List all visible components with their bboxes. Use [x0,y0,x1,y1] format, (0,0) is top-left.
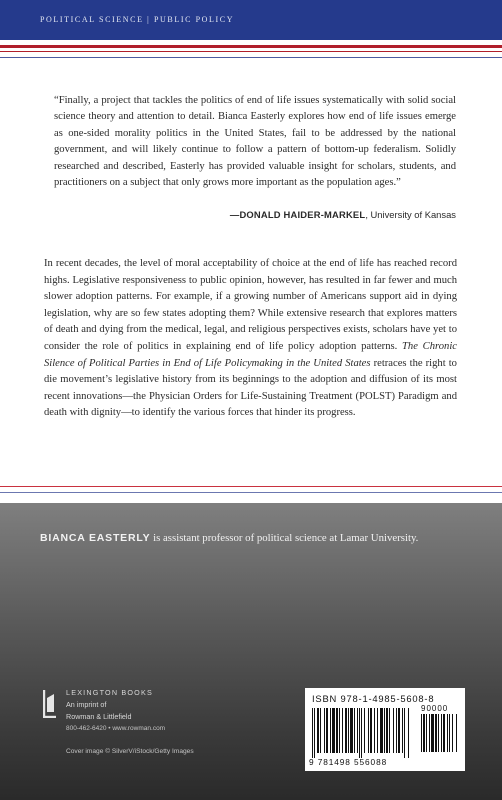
subject-category: POLITICAL SCIENCE | PUBLIC POLICY [40,15,235,24]
description-part-1: In recent decades, the level of moral acceptability of choice at the end of life has reached record highs. Legislative responsiveness to public opinion, however, has resulted in far fewer and much slower adoption patterns. For example, if a growing number of Americans support aid in dying legislation, why are so few states adopting them? While extensive research that explores matters of death and dying from the medical, legal, and religious perspectives exists, scholars have yet to consider the role of politics in explaining end of life policy adoption patterns. [44,258,457,352]
endorsement-attribution [54,209,456,220]
endorsement-quote: “Finally, a project that tackles the politics of end of life issues systematically with solid social science theory and attention to detail. Bianca Easterly explores how end of life issues emerge as one-sided morality politics in the United States, fail to be addressed by the national government, and will likely continue to follow a pattern of bottom-up federalism. Solidly researched and described, Easterly has provided valuable insight for scholars, students, and practitioners on a subject that only grows more important as the population ages.” [54,95,456,189]
endorser-name: —DONALD HAIDER-MARKEL [229,209,366,220]
isbn-label: ISBN 978-1-4985-5608-8 [312,693,435,704]
publisher-logo-icon [42,690,58,718]
author-bio-text: is assistant professor of political science at Lamar University. [150,532,419,544]
publisher-line-2: Rowman & Littlefield [66,712,132,721]
cover-credit: Cover image © SilverV/iStock/Getty Images [66,748,194,755]
author-bio [40,532,480,544]
publisher-name: LEXINGTON BOOKS [66,688,153,697]
book-title: The Chronic Silence of Political Parties in End of Life Policymaking in the United States [44,340,458,369]
ean-barcode-bars [312,708,416,758]
barcode [305,688,465,771]
ean-digits: 9 781498 556088 [309,757,388,767]
publisher-contact: 800-462-6420 • www.rowman.com [66,725,166,732]
publisher-info [66,687,165,735]
price-code: 90000 [421,704,449,713]
addon-barcode-bars [421,714,459,757]
description-part-2: retraces the right to die movement’s legislative history from its beginnings to the adoption and diffusion of its most recent innovations—the Physician Orders for Life-Sustaining Treatment (POLST) Paradigm and death with dignity—to identify the various forces that hinder its progress. [44,357,457,419]
header-rule-red-thick [0,45,502,48]
author-name: BIANCA EASTERLY [40,532,151,544]
header-rule-red-thin [0,51,502,52]
endorser-affiliation: , University of Kansas [365,209,456,220]
divider-rule-red [0,486,502,487]
divider-rule-blue [0,492,502,493]
publisher-line-1: An imprint of [66,700,107,709]
header-rule-blue [0,57,502,58]
book-description [44,256,457,422]
header-band [0,0,502,40]
